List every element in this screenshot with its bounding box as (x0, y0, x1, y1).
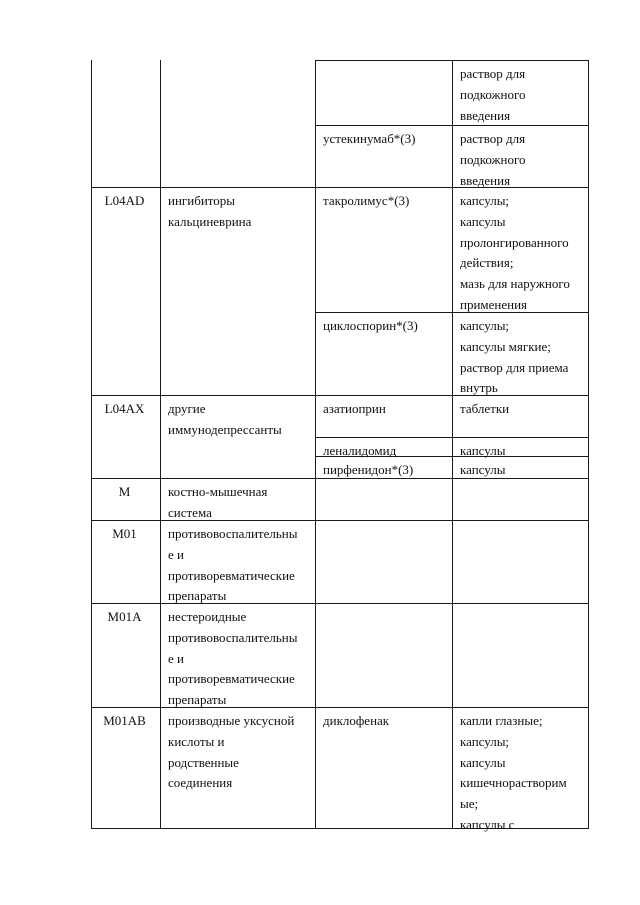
row-border (315, 60, 589, 61)
cell-text-line: капли глазные; (460, 713, 543, 728)
cell-text-line: раствор для (460, 131, 526, 146)
atc-code-cell (91, 191, 158, 212)
cell-text-line: капсулы; (460, 733, 510, 749)
column-border (160, 60, 161, 829)
atc-code-cell (91, 607, 158, 628)
cell-text-line: капсулы (460, 754, 506, 770)
cell-text-line: таблетки (460, 401, 510, 416)
group-name-cell (168, 711, 313, 794)
cell-text-line: противоревматические (168, 671, 295, 687)
cell-text-line: азатиоприн (323, 401, 386, 416)
cell-text-line: M01 (112, 526, 137, 541)
dosage-form-cell (460, 460, 586, 481)
drug-name-cell (323, 460, 450, 481)
cell-text-line: капсулы с (460, 816, 515, 832)
cell-text-line: капсулы; (460, 318, 510, 333)
column-border (452, 60, 453, 829)
cell-text-line: противовоспалительны (168, 629, 298, 645)
cell-text-line: внутрь (460, 380, 498, 396)
cell-text-line: е и (168, 650, 184, 666)
cell-text-line: действия; (460, 255, 514, 271)
cell-text-line: е и (168, 546, 184, 562)
cell-text-line: L04AX (104, 401, 145, 416)
dosage-form-cell (460, 129, 586, 191)
cell-text-line: пирфенидон*(3) (323, 462, 414, 477)
cell-text-line: диклофенак (323, 713, 390, 728)
cell-text-line: введения (460, 107, 511, 123)
cell-text-line: капсулы (460, 213, 506, 229)
cell-text-line: M01A (107, 609, 142, 624)
row-border (91, 520, 589, 521)
drug-name-cell (323, 441, 450, 462)
cell-text-line: система (168, 504, 212, 520)
cell-text-line: капсулы (460, 462, 506, 477)
atc-code-cell (91, 524, 158, 545)
cell-text-line: ые; (460, 796, 479, 812)
cell-text-line: устекинумаб*(3) (323, 131, 416, 146)
cell-text-line: леналидомид (323, 443, 397, 458)
drug-name-cell (323, 711, 450, 732)
row-border (91, 603, 589, 604)
cell-text-line: производные уксусной (168, 713, 295, 728)
column-border (315, 60, 316, 829)
cell-text-line: нестероидные (168, 609, 247, 624)
drug-name-cell (323, 399, 450, 420)
cell-text-line: мазь для наружного (460, 276, 570, 292)
cell-text-line: L04AD (104, 193, 145, 208)
cell-text-line: раствор для (460, 66, 526, 81)
cell-text-line: M01AB (103, 713, 146, 728)
cell-text-line: кишечнорастворим (460, 775, 567, 791)
column-border (588, 60, 589, 829)
dosage-form-cell (460, 441, 586, 462)
atc-code-cell (91, 399, 158, 420)
dosage-form-cell (460, 64, 586, 126)
dosage-form-cell (460, 316, 586, 399)
cell-text-line: противоревматические (168, 567, 295, 583)
drug-name-cell (323, 316, 450, 337)
dosage-form-cell (460, 711, 586, 836)
cell-text-line: кислоты и (168, 733, 225, 749)
cell-text-line: кальциневрина (168, 213, 252, 229)
cell-text-line: иммунодепрессанты (168, 421, 282, 437)
drug-name-cell (323, 129, 450, 150)
cell-text-line: противовоспалительны (168, 526, 298, 541)
row-border (315, 437, 589, 438)
cell-text-line: костно-мышечная (168, 484, 268, 499)
cell-text-line: препараты (168, 588, 227, 604)
cell-text-line: такролимус*(3) (323, 193, 410, 208)
group-name-cell (168, 191, 313, 233)
group-name-cell (168, 482, 313, 524)
cell-text-line: подкожного (460, 151, 526, 167)
cell-text-line: раствор для приема (460, 359, 569, 375)
cell-text-line: ингибиторы (168, 193, 236, 208)
cell-text-line: препараты (168, 692, 227, 708)
group-name-cell (168, 399, 313, 441)
row-border (91, 707, 589, 708)
group-name-cell (168, 524, 313, 607)
cell-text-line: родственные (168, 754, 239, 770)
dosage-form-cell (460, 191, 586, 316)
cell-text-line: пролонгированного (460, 234, 569, 250)
atc-code-cell (91, 482, 158, 503)
cell-text-line: применения (460, 296, 528, 312)
cell-text-line: введения (460, 172, 511, 188)
cell-text-line: капсулы; (460, 193, 510, 208)
cell-text-line: M (118, 484, 131, 499)
cell-text-line: соединения (168, 775, 233, 791)
atc-code-cell (91, 711, 158, 732)
drug-name-cell (323, 191, 450, 212)
cell-text-line: подкожного (460, 86, 526, 102)
cell-text-line: капсулы (460, 443, 506, 458)
group-name-cell (168, 607, 313, 711)
dosage-form-cell (460, 399, 586, 420)
cell-text-line: другие (168, 401, 206, 416)
cell-text-line: капсулы мягкие; (460, 338, 551, 354)
cell-text-line: циклоспорин*(3) (323, 318, 418, 333)
